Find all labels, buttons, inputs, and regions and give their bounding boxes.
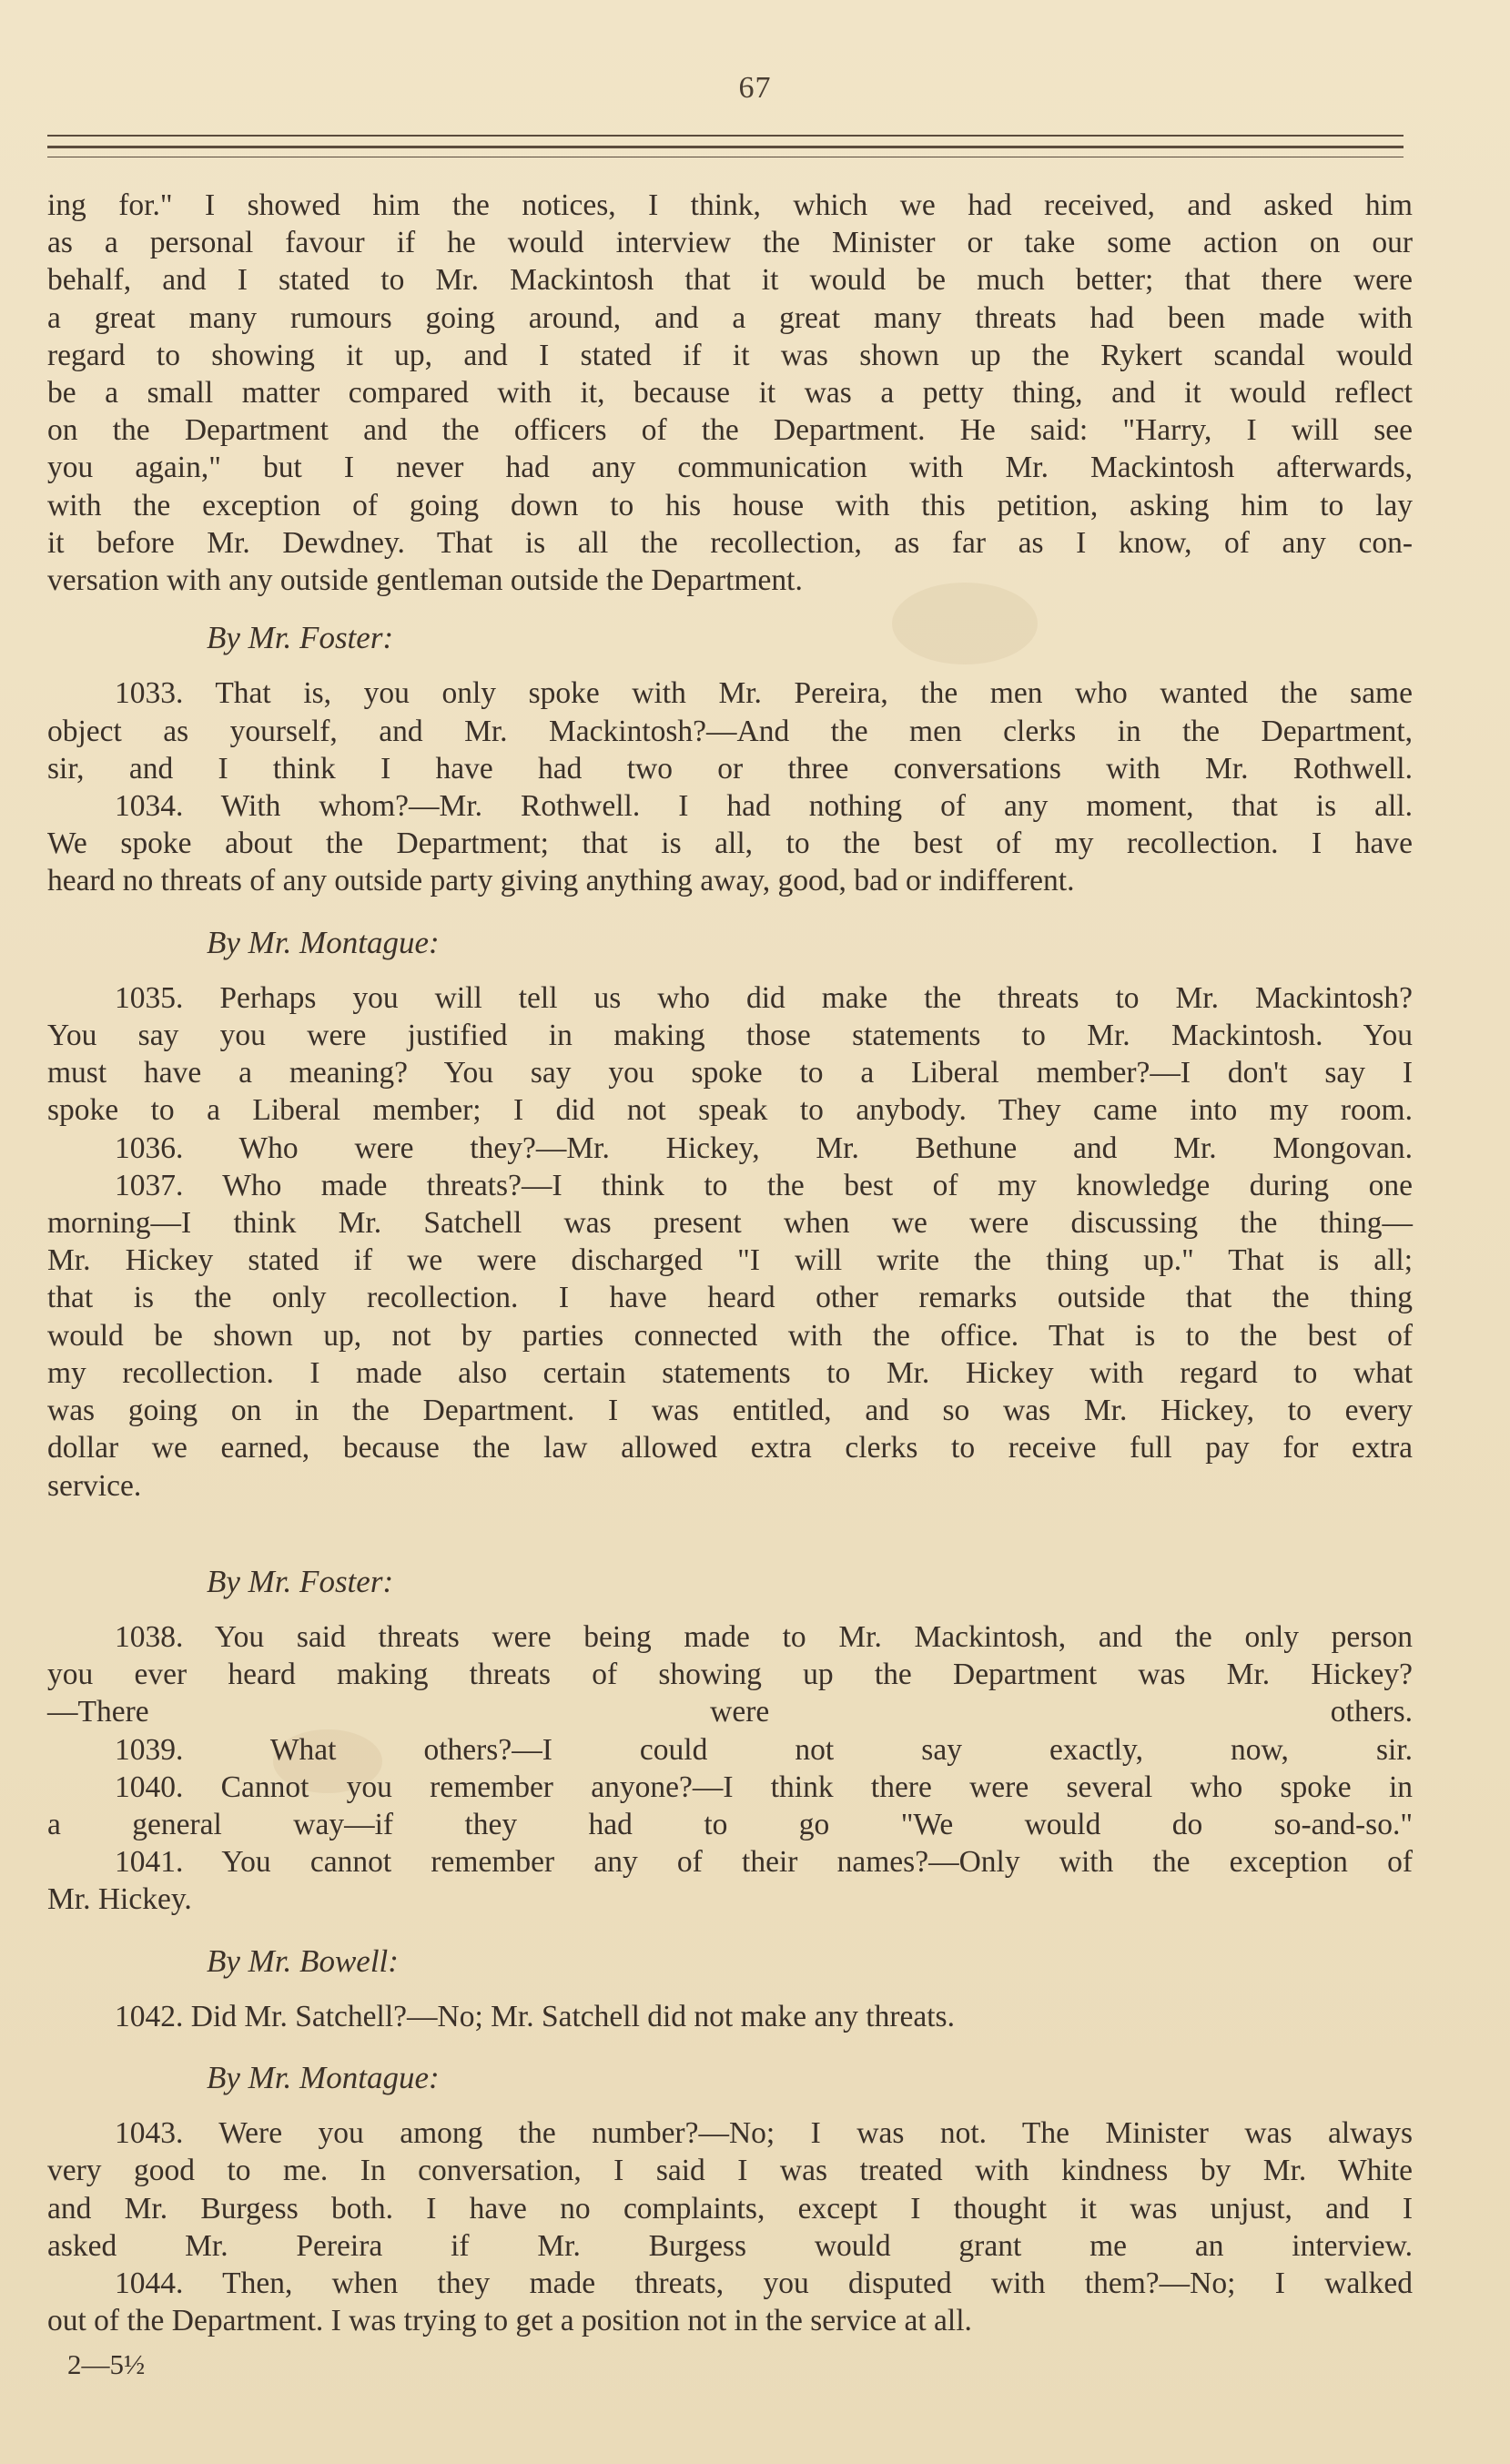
text-line: on the Department and the officers of the Department. He said: "Harry, I will see [47, 413, 1413, 448]
text-line: —There were others. [47, 1695, 1413, 1729]
text-line: and Mr. Burgess both. I have no complaints, except I thought it was unjust, and I [47, 2191, 1413, 2226]
document-body [47, 187, 1413, 2339]
text-paragraph [47, 979, 1413, 1505]
header-rule [47, 135, 1404, 137]
text-line: 1038. You said threats were being made to Mr. Mackintosh, and the only person [115, 1619, 1413, 1654]
text-line: 1044. Then, when they made threats, you disputed with them?—No; I walked [115, 2266, 1413, 2300]
text-line: 1037. Who made threats?—I think to the best of my knowledge during one [115, 1168, 1413, 1202]
section-heading: By Mr. Montague: [207, 2059, 440, 2095]
text-line: would be shown up, not by parties connected with the office. That is to the best of [47, 1318, 1413, 1353]
text-line: 1033. That is, you only spoke with Mr. Pereira, the men who wanted the same [115, 676, 1413, 711]
section-heading: By Mr. Foster: [207, 1563, 394, 1599]
section-heading: By Mr. Bowell: [207, 1942, 399, 1979]
text-line: We spoke about the Department; that is all, to the best of my recollection. I have [47, 826, 1413, 861]
text-line: out of the Department. I was trying to get a position not in the service at all. [47, 2304, 972, 2338]
text-line: with the exception of going down to his house with this petition, asking him to lay [47, 488, 1413, 522]
text-line: very good to me. In conversation, I said I was treated with kindness by Mr. White [47, 2154, 1413, 2188]
text-line: Mr. Hickey. [47, 1882, 192, 1917]
text-line: you again," but I never had any communication with Mr. Mackintosh afterwards, [47, 451, 1413, 485]
text-line: you ever heard making threats of showing up the Department was Mr. Hickey? [47, 1658, 1413, 1692]
text-line: 1036. Who were they?—Mr. Hickey, Mr. Bethune and Mr. Mongovan. [115, 1131, 1413, 1165]
text-line: 1043. Were you among the number?—No; I was not. The Minister was always [115, 2116, 1413, 2151]
spacer [47, 1505, 1413, 1539]
text-line: was going on in the Department. I was entitled, and so was Mr. Hickey, to every [47, 1394, 1413, 1428]
text-line: 1039. What others?—I could not say exactly, now, sir. [115, 1732, 1413, 1767]
text-line: heard no threats of any outside party giving anything away, good, bad or indifferent. [47, 864, 1075, 898]
text-paragraph [47, 2114, 1413, 2339]
page-number: 67 [738, 71, 772, 105]
text-line: versation with any outside gentleman outside the Department. [47, 563, 803, 598]
text-line: must have a meaning? You say you spoke to a Liberal member?—I don't say I [47, 1056, 1413, 1090]
text-line: 1042. Did Mr. Satchell?—No; Mr. Satchell did not make any threats. [115, 1999, 955, 2033]
text-line: 1035. Perhaps you will tell us who did make the threats to Mr. Mackintosh? [115, 980, 1413, 1015]
header-rule [47, 146, 1404, 148]
text-paragraph [47, 1998, 1413, 2035]
text-line: Mr. Hickey stated if we were discharged "I will write the thing up." That is all; [47, 1243, 1413, 1278]
text-line: regard to showing it up, and I stated if it was shown up the Rykert scandal would [47, 338, 1413, 372]
text-paragraph [47, 187, 1413, 599]
text-line: that is the only recollection. I have heard other remarks outside that the thing [47, 1281, 1413, 1315]
section-heading: By Mr. Montague: [207, 924, 440, 960]
text-line: morning—I think Mr. Satchell was present when we were discussing the thing— [47, 1206, 1413, 1241]
text-line: ing for." I showed him the notices, I think, which we had received, and asked him [47, 188, 1413, 222]
text-line: dollar we earned, because the law allowed extra clerks to receive full pay for extra [47, 1431, 1413, 1465]
text-line: it before Mr. Dewdney. That is all the recollection, as far as I know, of any con- [47, 525, 1413, 560]
text-line: 1041. You cannot remember any of their names?—Only with the exception of [115, 1845, 1413, 1880]
text-line: behalf, and I stated to Mr. Mackintosh that it would be much better; that there were [47, 263, 1413, 298]
text-line: a general way—if they had to go "We would do so-and-so." [47, 1807, 1413, 1841]
text-line: a great many rumours going around, and a great many threats had been made with [47, 300, 1413, 335]
text-line: service. [47, 1468, 142, 1503]
text-line: my recollection. I made also certain statements to Mr. Hickey with regard to what [47, 1355, 1413, 1390]
text-line: asked Mr. Pereira if Mr. Burgess would grant me an interview. [47, 2228, 1413, 2263]
text-line: as a personal favour if he would interview the Minister or take some action on our [47, 226, 1413, 260]
section-heading: By Mr. Foster: [207, 620, 394, 656]
signature-mark: 2—5½ [67, 2348, 146, 2380]
text-line: sir, and I think I have had two or three conversations with Mr. Rothwell. [47, 751, 1413, 786]
text-line: be a small matter compared with it, because it was a petty thing, and it would reflect [47, 376, 1413, 411]
text-line: You say you were justified in making those statements to Mr. Mackintosh. You [47, 1019, 1413, 1053]
text-line: object as yourself, and Mr. Mackintosh?—And the men clerks in the Department, [47, 714, 1413, 748]
text-line: spoke to a Liberal member; I did not speak to anybody. They came into my room. [47, 1093, 1413, 1128]
text-paragraph [47, 674, 1413, 899]
text-line: 1034. With whom?—Mr. Rothwell. I had nothing of any moment, that is all. [115, 789, 1413, 824]
text-paragraph [47, 1618, 1413, 1919]
text-line: 1040. Cannot you remember anyone?—I think there were several who spoke in [115, 1769, 1413, 1804]
